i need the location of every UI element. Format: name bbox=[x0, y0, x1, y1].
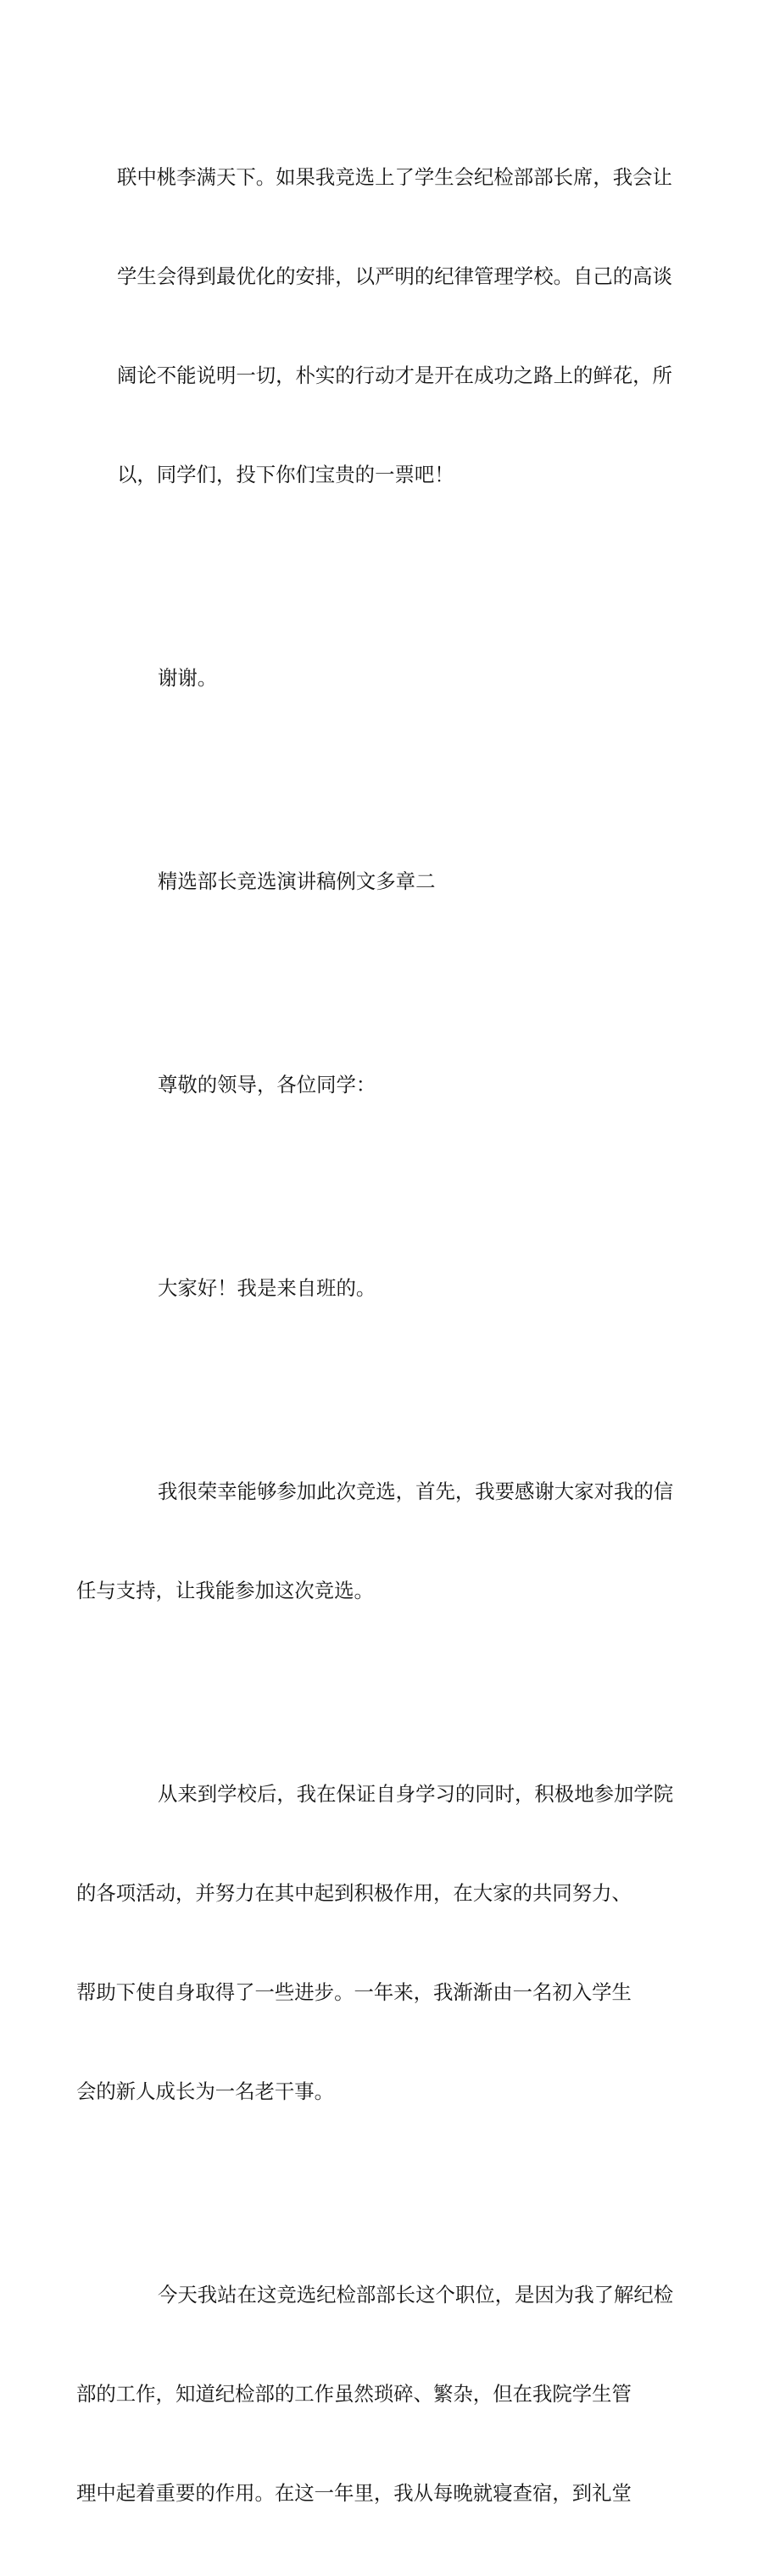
text-line: 从来到学校后，我在保证自身学习的同时，积极地参加学院 bbox=[158, 1782, 674, 1806]
paragraph-experience bbox=[76, 1712, 677, 2174]
section-heading bbox=[117, 799, 677, 964]
text-line: 学生会得到最优化的安排，以严明的纪律管理学校。自己的高谈 bbox=[117, 264, 672, 288]
paragraph-continuation bbox=[117, 95, 677, 558]
text-line: 的各项活动，并努力在其中起到积极作用，在大家的共同努力、 bbox=[76, 1881, 632, 1905]
text-line: 谢谢。 bbox=[158, 666, 218, 690]
heading-line: 精选部长竞选演讲稿例文多章二 bbox=[158, 869, 436, 893]
paragraph-thanks bbox=[117, 596, 677, 761]
text-line: 我很荣幸能够参加此次竞选，首先，我要感谢大家对我的信 bbox=[158, 1480, 674, 1503]
document-body bbox=[76, 95, 677, 2576]
paragraph-honor bbox=[76, 1409, 677, 1674]
paragraph-motivation bbox=[76, 2212, 677, 2576]
paragraph-salutation bbox=[117, 1002, 677, 1168]
text-line: 任与支持，让我能参加这次竞选。 bbox=[76, 1579, 374, 1602]
text-line: 理中起着重要的作用。在这一年里，我从每晚就寝查宿，到礼堂 bbox=[76, 2481, 632, 2505]
text-line: 阔论不能说明一切，朴实的行动才是开在成功之路上的鲜花，所 bbox=[117, 364, 672, 387]
text-line: 大家好！我是来自班的。 bbox=[158, 1276, 376, 1300]
text-line: 帮助下使自身取得了一些进步。一年来，我渐渐由一名初入学生 bbox=[76, 1980, 632, 2004]
text-line: 联中桃李满天下。如果我竞选上了学生会纪检部部长席，我会让 bbox=[117, 165, 672, 189]
text-line: 今天我站在这竞选纪检部部长这个职位，是因为我了解纪检 bbox=[158, 2283, 674, 2307]
text-line: 尊敬的领导，各位同学： bbox=[158, 1073, 376, 1096]
text-line: 以，同学们，投下你们宝贵的一票吧！ bbox=[117, 463, 454, 486]
text-line: 部的工作，知道纪检部的工作虽然琐碎、繁杂，但在我院学生管 bbox=[76, 2382, 632, 2406]
text-line: 会的新人成长为一名老干事。 bbox=[76, 2079, 335, 2103]
paragraph-greeting bbox=[117, 1206, 677, 1371]
